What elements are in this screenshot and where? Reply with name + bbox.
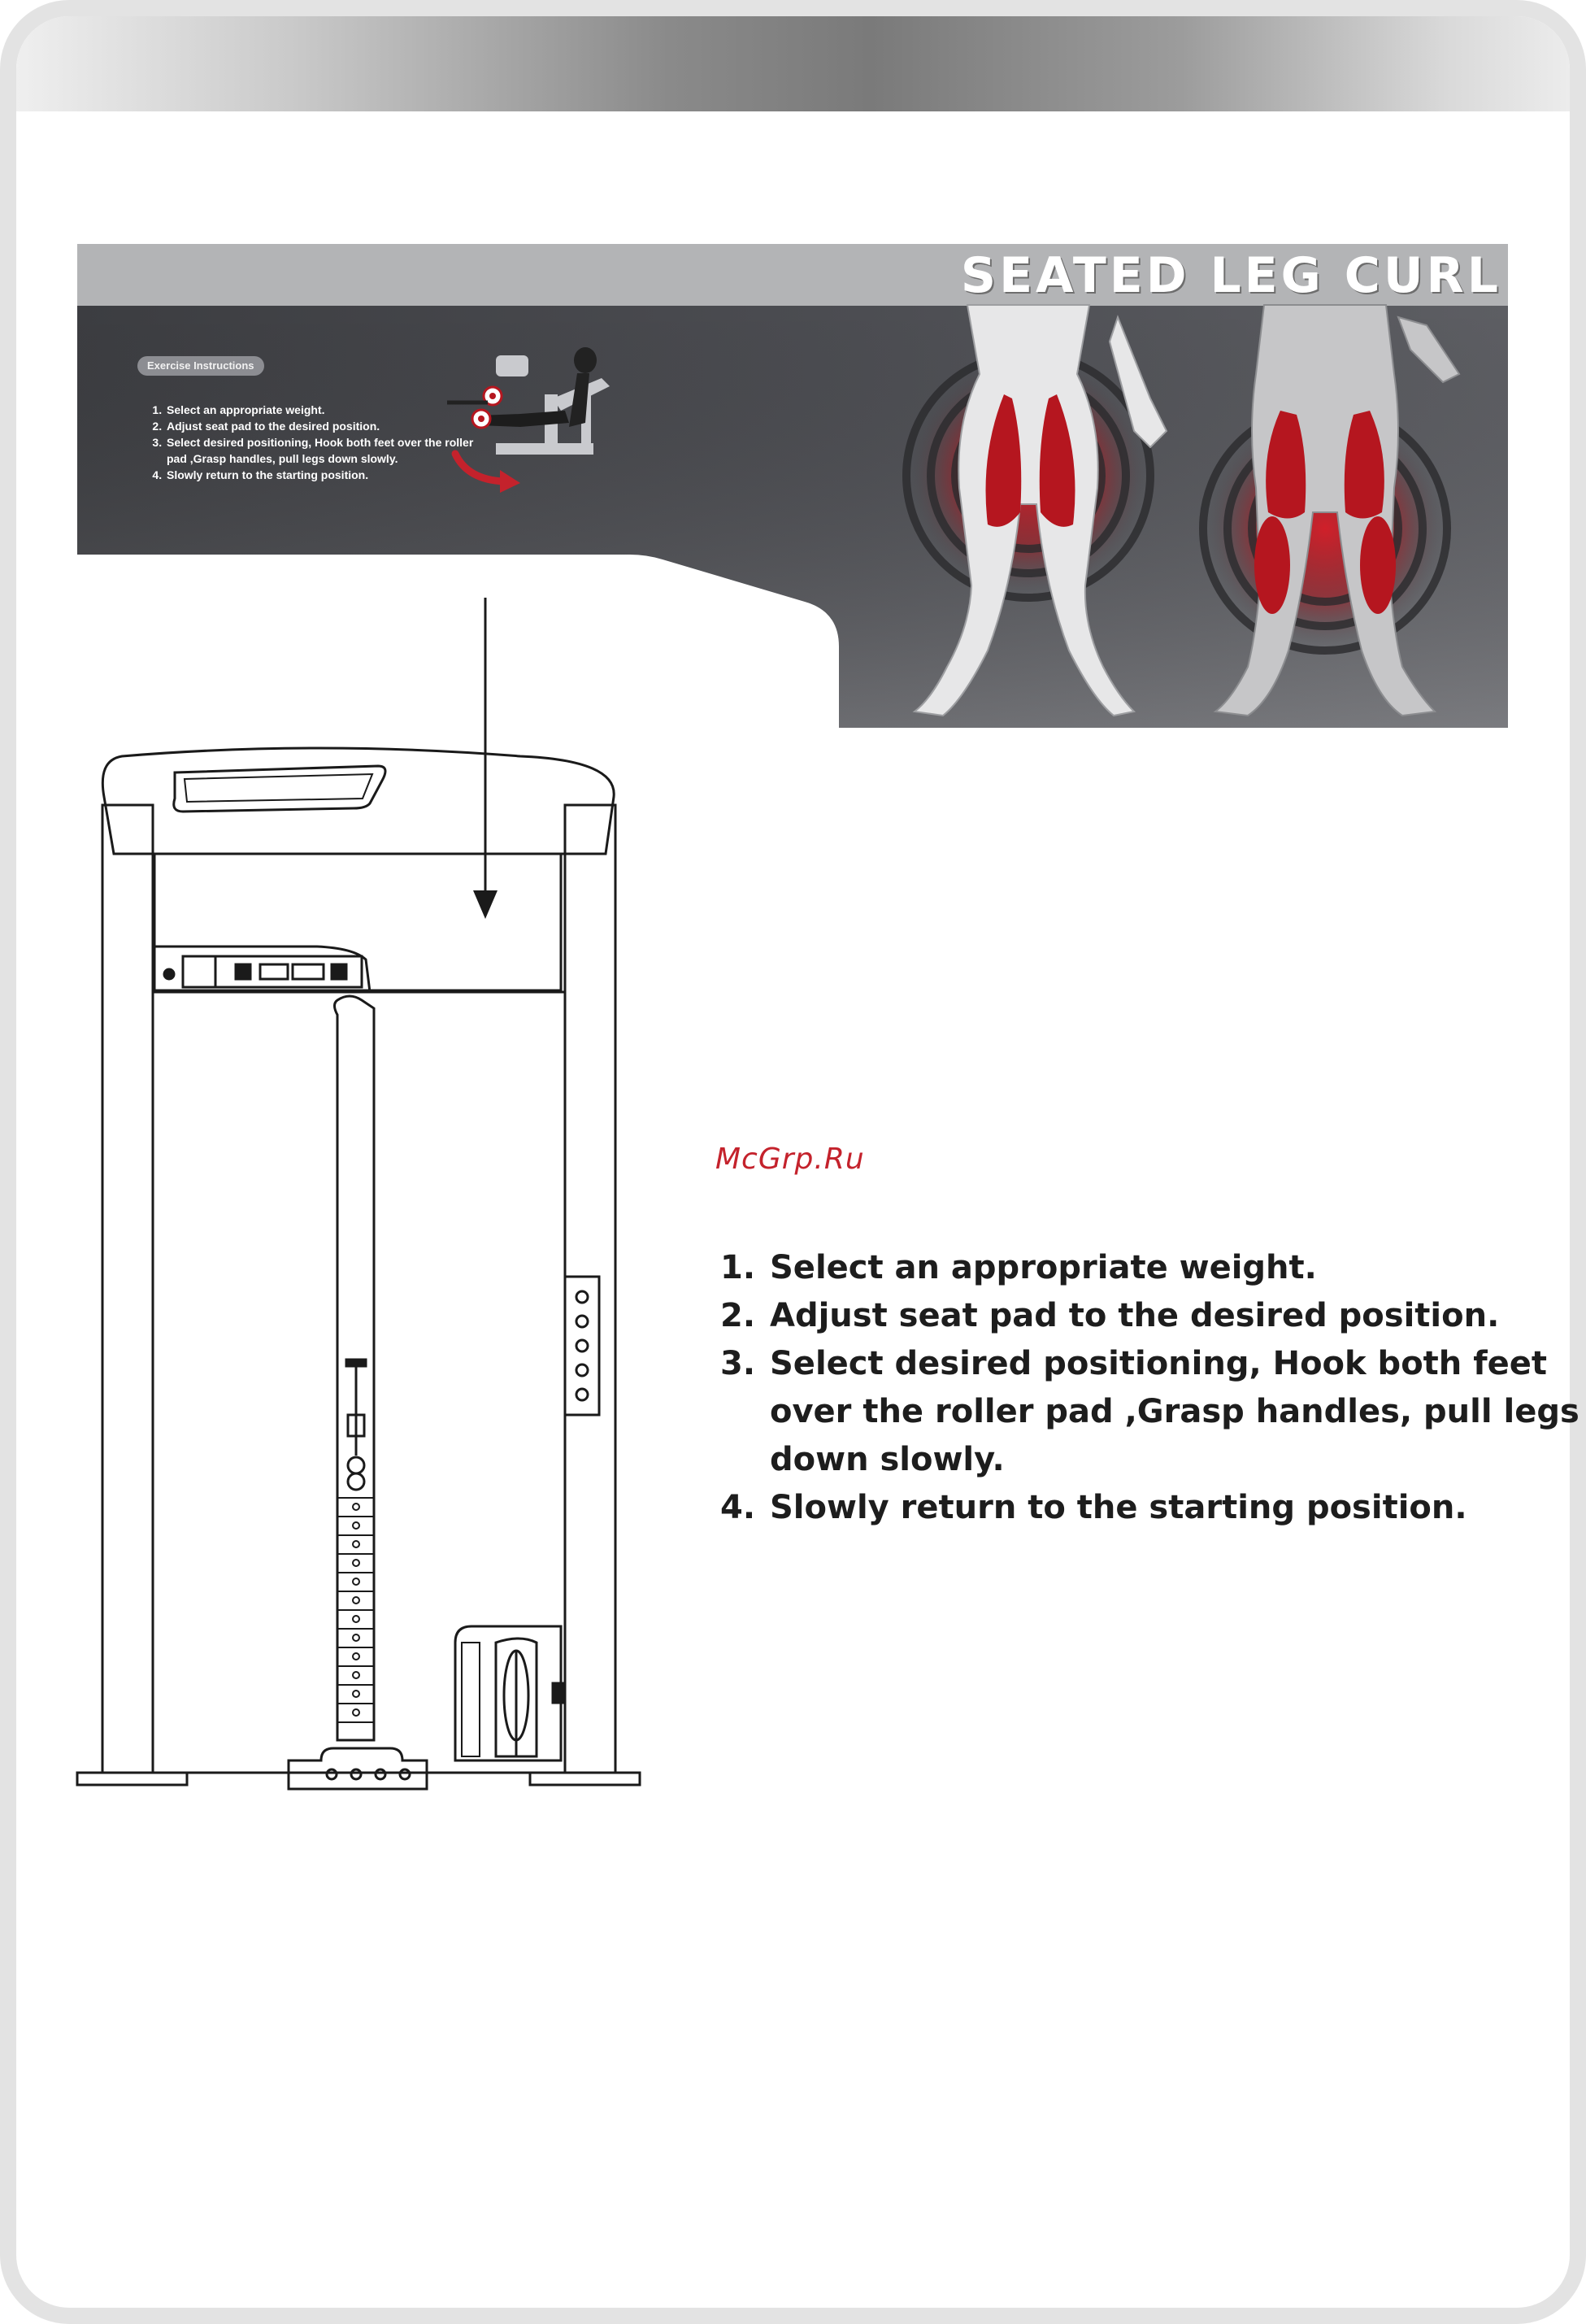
banner-step: 2. Adjust seat pad to the desired position. [165,418,482,434]
instruction-step: 4. Slowly return to the starting position. [767,1484,1586,1532]
exercise-instructions-badge: Exercise Instructions [137,356,264,376]
instruction-step: 3. Select desired positioning, Hook both feet over the roller pad ,Grasp handles, pull legs down slowly. [767,1340,1586,1484]
instruction-step: 1. Select an appropriate weight. [767,1244,1586,1292]
top-band [16,16,1570,111]
watermark: McGrp.Ru [715,1142,865,1176]
machine-diagram [73,585,658,1830]
banner-step: 4. Slowly return to the starting position. [165,467,482,483]
banner-title: SEATED LEG CURL [960,247,1501,304]
banner-step: 1. Select an appropriate weight. [165,402,482,418]
instruction-step: 2. Adjust seat pad to the desired position. [767,1292,1586,1340]
banner-step: 3. Select desired positioning, Hook both feet over the roller pad ,Grasp handles, pull legs down slowly. [165,434,482,467]
instruction-steps [725,1244,1586,1532]
pointer-arrow-head [473,890,498,919]
banner-steps-list [147,402,482,483]
